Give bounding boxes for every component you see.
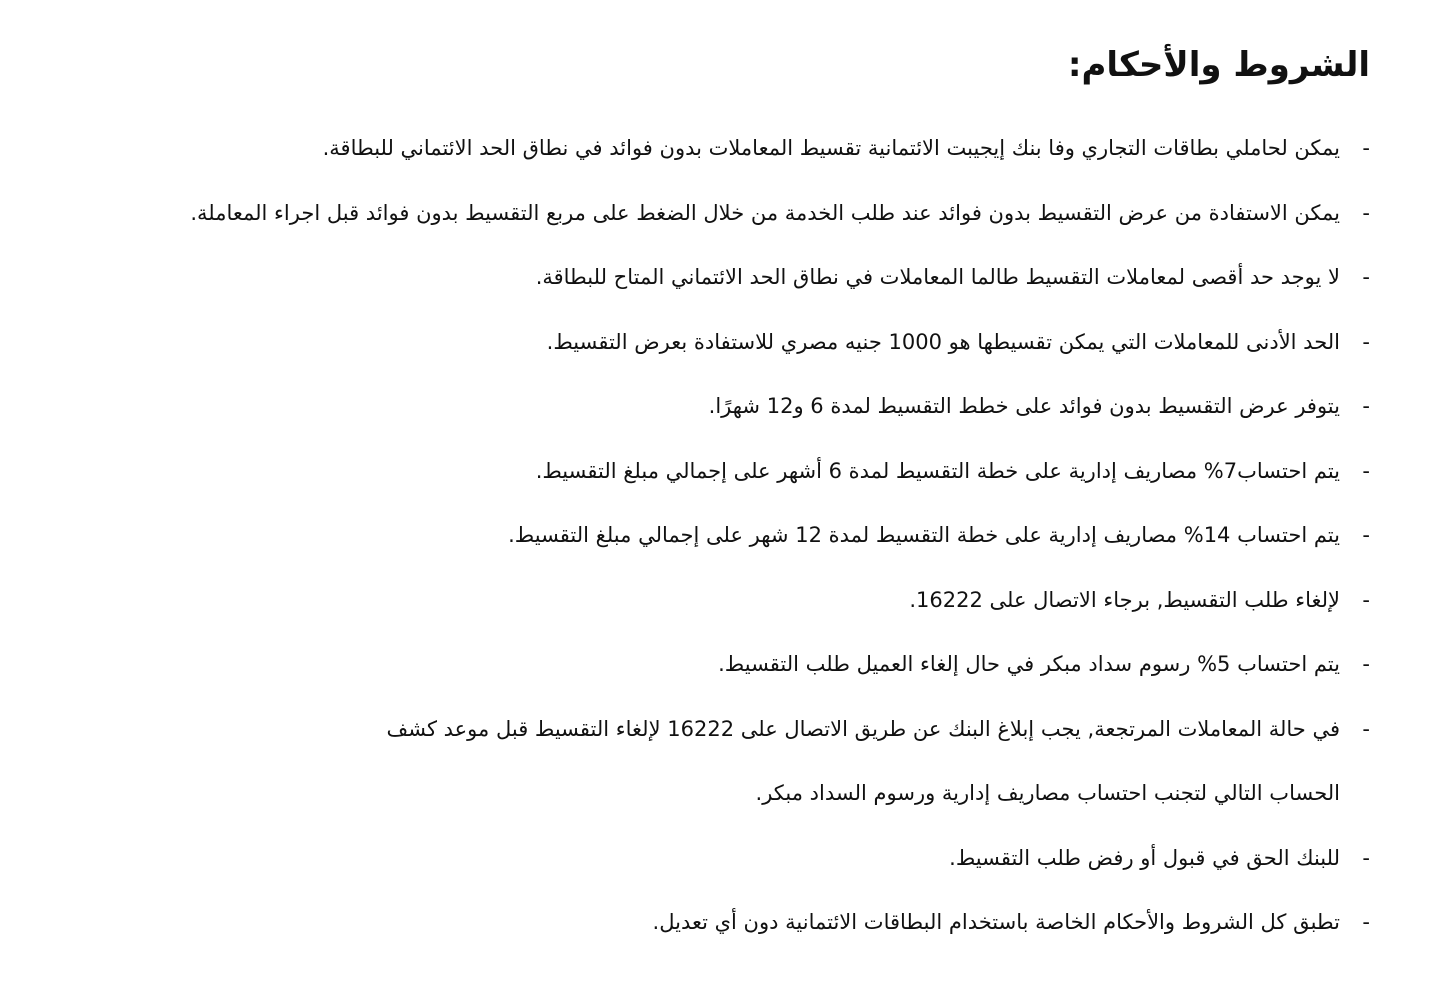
- bullet-dash: -: [1362, 265, 1370, 289]
- bullet-dash: -: [1362, 458, 1370, 483]
- list-item-text: يتم احتساب7% مصاريف إدارية على خطة التقسيط لمدة 6 أشهر على إجمالي مبلغ التقسيط.: [535, 458, 1340, 483]
- list-item: [20, 697, 1370, 826]
- list-item: [20, 310, 1370, 375]
- list-item: [20, 439, 1370, 504]
- bullet-dash: -: [1362, 587, 1370, 612]
- page-title: الشروط والأحكام:: [1067, 45, 1370, 85]
- list-item: [20, 181, 1370, 246]
- list-item-text: يتم احتساب 5% رسوم سداد مبكر في حال إلغاء العميل طلب التقسيط.: [718, 652, 1340, 676]
- bullet-dash: -: [1362, 910, 1370, 934]
- list-item: [20, 503, 1370, 568]
- terms-list: [20, 116, 1370, 955]
- list-item: [20, 374, 1370, 439]
- list-item: [20, 245, 1370, 310]
- list-item-text: في حالة المعاملات المرتجعة, يجب إبلاغ البنك عن طريق الاتصال على 16222 لإلغاء التقسيط قبل موعد كشف الحساب التالي لتجنب احتساب مصاريف إدارية ورسوم السداد مبكر.: [386, 716, 1340, 805]
- bullet-dash: -: [1362, 523, 1370, 547]
- bullet-dash: -: [1362, 652, 1370, 676]
- list-item-text: الحد الأدنى للمعاملات التي يمكن تقسيطها هو 1000 جنيه مصري للاستفادة بعرض التقسيط.: [546, 329, 1340, 354]
- list-item-text: لإلغاء طلب التقسيط, برجاء الاتصال على 16222.: [909, 587, 1340, 612]
- bullet-dash: -: [1362, 845, 1370, 870]
- list-item-text: للبنك الحق في قبول أو رفض طلب التقسيط.: [949, 845, 1340, 870]
- list-item: [20, 568, 1370, 633]
- bullet-dash: -: [1362, 329, 1370, 354]
- list-item-text: يتم احتساب 14% مصاريف إدارية على خطة التقسيط لمدة 12 شهر على إجمالي مبلغ التقسيط.: [508, 523, 1340, 547]
- list-item: [20, 116, 1370, 181]
- list-item: [20, 826, 1370, 891]
- list-item-text: يتوفر عرض التقسيط بدون فوائد على خطط التقسيط لمدة 6 و12 شهرًا.: [708, 394, 1340, 418]
- bullet-dash: -: [1362, 394, 1370, 418]
- list-item-text: لا يوجد حد أقصى لمعاملات التقسيط طالما المعاملات في نطاق الحد الائتماني المتاح للبطاقة.: [535, 265, 1340, 289]
- list-item: [20, 632, 1370, 697]
- bullet-dash: -: [1362, 136, 1370, 160]
- bullet-dash: -: [1362, 200, 1370, 225]
- bullet-dash: -: [1362, 716, 1370, 741]
- list-item-text: يمكن لحاملي بطاقات التجاري وفا بنك إيجيبت الائتمانية تقسيط المعاملات بدون فوائد في نطاق الحد الائتماني للبطاقة.: [322, 136, 1340, 160]
- list-item: [20, 890, 1370, 955]
- list-item-text: يمكن الاستفادة من عرض التقسيط بدون فوائد عند طلب الخدمة من خلال الضغط على مربع التقسيط بدون فوائد قبل اجراء المعاملة.: [190, 200, 1340, 225]
- list-item-text: تطبق كل الشروط والأحكام الخاصة باستخدام البطاقات الائتمانية دون أي تعديل.: [652, 910, 1340, 934]
